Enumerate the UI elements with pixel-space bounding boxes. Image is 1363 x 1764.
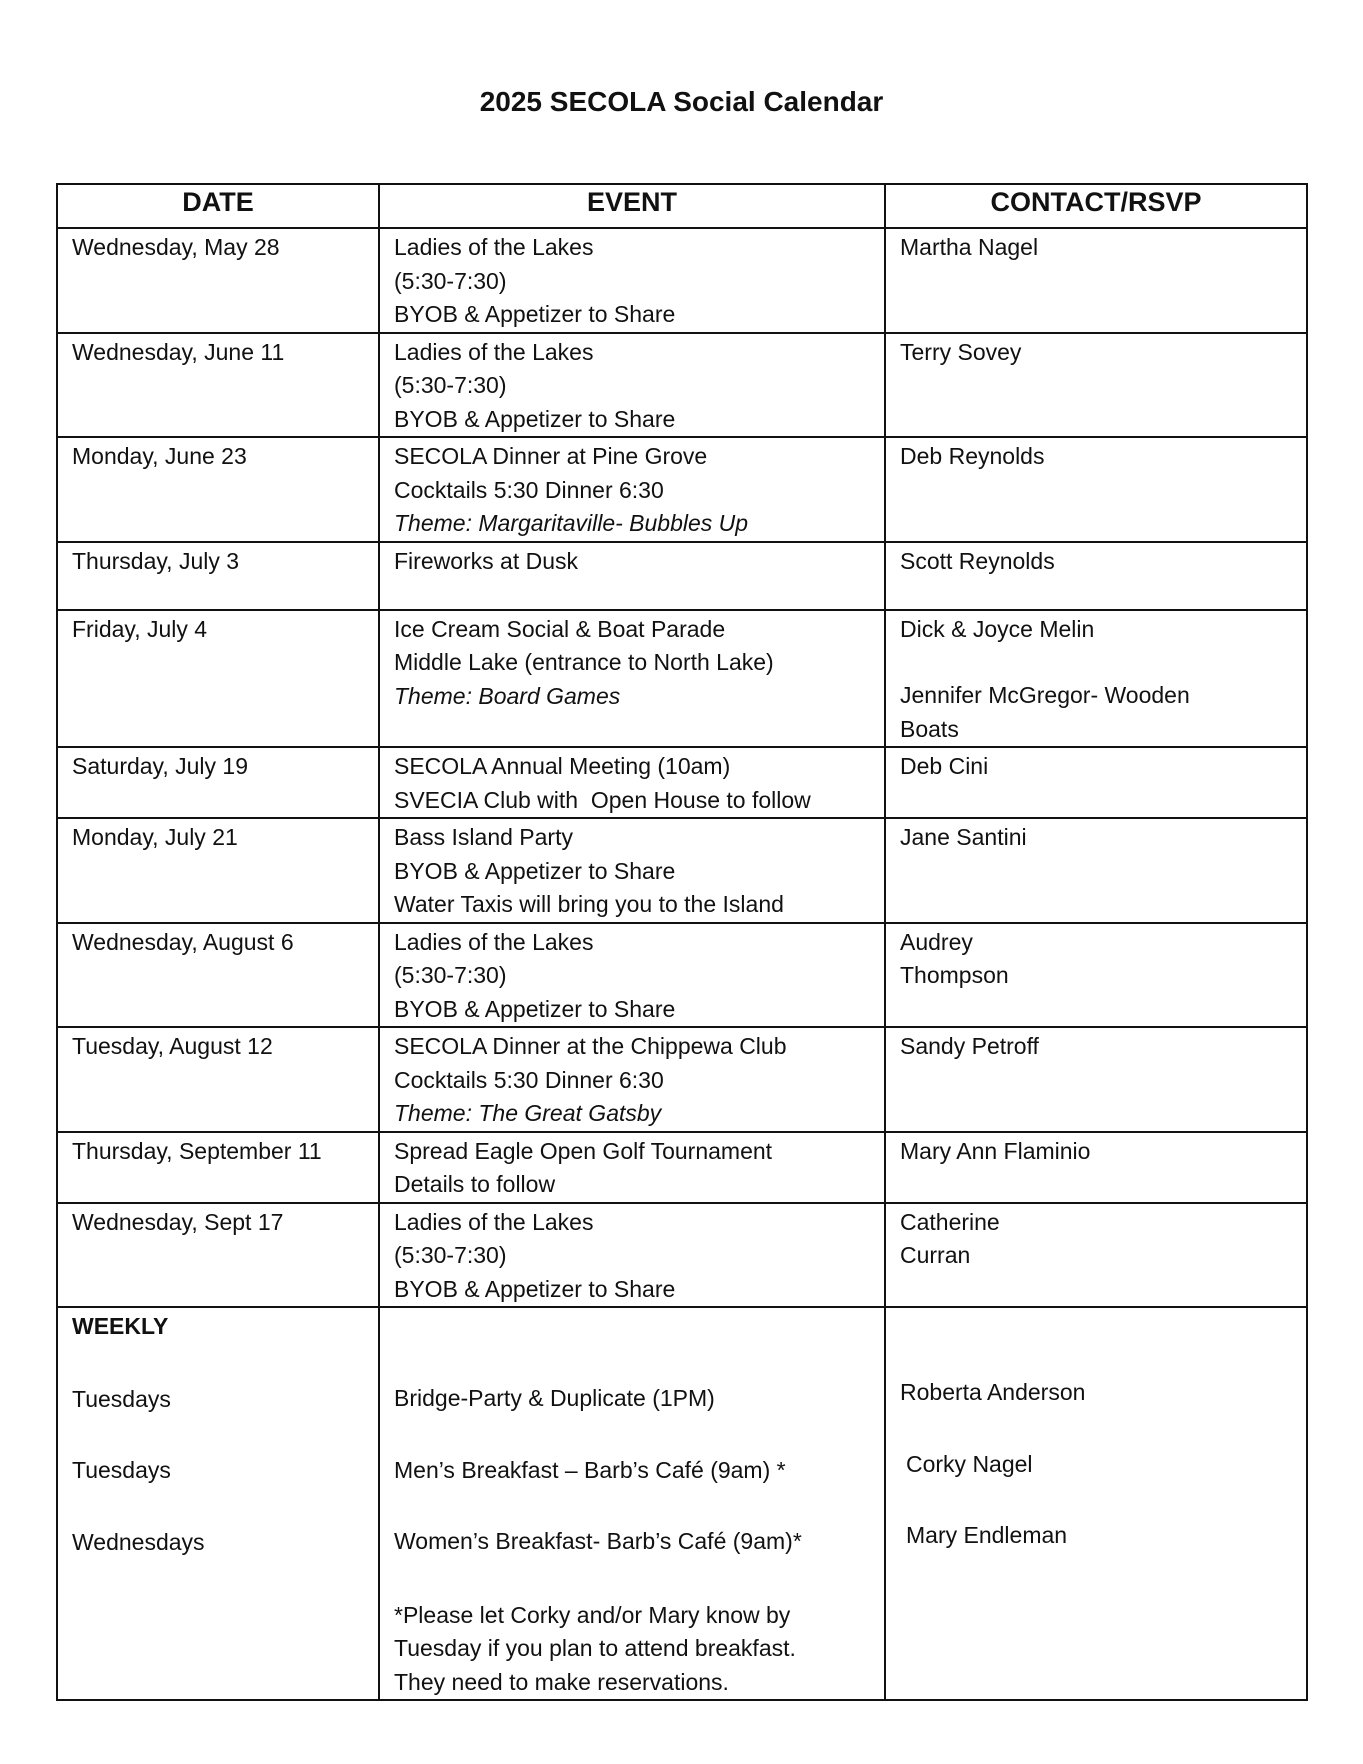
contact-cell: Dick & Joyce Melin Jennifer McGregor- Wooden Boats	[885, 610, 1307, 748]
weekly-contact-cell: Roberta Anderson Corky Nagel Mary Endleman	[885, 1307, 1307, 1700]
event-cell: SECOLA Dinner at the Chippewa Club Cocktails 5:30 Dinner 6:30 Theme: The Great Gatsby	[379, 1027, 885, 1132]
event-theme: Theme: Board Games	[394, 682, 621, 709]
page-title: 2025 SECOLA Social Calendar	[479, 86, 884, 117]
table-row	[57, 747, 1307, 818]
event-cell: Fireworks at Dusk	[379, 542, 885, 610]
event-cell: Bass Island Party BYOB & Appetizer to Share Water Taxis will bring you to the Island	[379, 818, 885, 923]
event-cell: SECOLA Dinner at Pine Grove Cocktails 5:30 Dinner 6:30 Theme: Margaritaville- Bubbles Up	[379, 437, 885, 542]
event-theme: Theme: The Great Gatsby	[394, 1100, 662, 1126]
table-row	[57, 610, 1307, 748]
date-column-header: DATE	[57, 184, 379, 228]
table-row	[57, 1027, 1307, 1132]
weekly-note: *Please let Corky and/or Mary know by	[394, 1601, 791, 1628]
event-cell: Ladies of the Lakes (5:30-7:30) BYOB & Appetizer to Share	[379, 333, 885, 438]
date-cell: Thursday, July 3	[57, 542, 379, 610]
date-cell: Wednesday, Sept 17	[57, 1203, 379, 1308]
date-cell: Saturday, July 19	[57, 747, 379, 818]
event-cell: Ladies of the Lakes (5:30-7:30) BYOB & Appetizer to Share	[379, 228, 885, 333]
table-row	[57, 437, 1307, 542]
contact-cell: Audrey Thompson	[885, 923, 1307, 1028]
weekly-event-cell: Bridge-Party & Duplicate (1PM) Men’s Breakfast – Barb’s Café (9am) * Women’s Breakfast- Barb’s Café (9am)* *Please let Corky and/or Mary know by Tuesday if you plan to attend breakfast. They need to make reservations.	[379, 1307, 885, 1700]
contact-cell: Deb Reynolds	[885, 437, 1307, 542]
contact-column-header: CONTACT/RSVP	[885, 184, 1307, 228]
table-row	[57, 1132, 1307, 1203]
date-cell: Tuesday, August 12	[57, 1027, 379, 1132]
date-cell: Wednesday, August 6	[57, 923, 379, 1028]
table-row	[57, 923, 1307, 1028]
weekly-note: They need to make reservations.	[394, 1668, 729, 1695]
contact-cell: Mary Ann Flaminio	[885, 1132, 1307, 1203]
table-row	[57, 818, 1307, 923]
contact-cell: Catherine Curran	[885, 1203, 1307, 1308]
event-cell: Ice Cream Social & Boat Parade Middle Lake (entrance to North Lake) Theme: Board Games	[379, 610, 885, 748]
contact-cell: Terry Sovey	[885, 333, 1307, 438]
event-theme: Theme: Margaritaville- Bubbles Up	[394, 510, 749, 536]
event-column-header: EVENT	[379, 184, 885, 228]
header-row	[57, 184, 1307, 228]
table-row	[57, 333, 1307, 438]
contact-cell: Jane Santini	[885, 818, 1307, 923]
contact-cell: Martha Nagel	[885, 228, 1307, 333]
contact-cell: Sandy Petroff	[885, 1027, 1307, 1132]
contact-cell: Scott Reynolds	[885, 542, 1307, 610]
table-row	[57, 228, 1307, 333]
event-cell: Ladies of the Lakes (5:30-7:30) BYOB & Appetizer to Share	[379, 1203, 885, 1308]
date-cell: Friday, July 4	[57, 610, 379, 748]
date-cell: Monday, June 23	[57, 437, 379, 542]
event-cell: Spread Eagle Open Golf Tournament Details to follow	[379, 1132, 885, 1203]
weekly-date-cell: WEEKLY Tuesdays Tuesdays Wednesdays	[57, 1307, 379, 1700]
date-cell: Monday, July 21	[57, 818, 379, 923]
table-row	[57, 1203, 1307, 1308]
weekly-heading: WEEKLY	[72, 1313, 169, 1339]
weekly-row	[57, 1307, 1307, 1700]
date-cell: Wednesday, June 11	[57, 333, 379, 438]
date-cell: Wednesday, May 28	[57, 228, 379, 333]
calendar-table	[56, 183, 1308, 1701]
event-cell: Ladies of the Lakes (5:30-7:30) BYOB & Appetizer to Share	[379, 923, 885, 1028]
weekly-note: Tuesday if you plan to attend breakfast.	[394, 1635, 796, 1661]
date-cell: Thursday, September 11	[57, 1132, 379, 1203]
event-cell: SECOLA Annual Meeting (10am) SVECIA Club with Open House to follow	[379, 747, 885, 818]
table-row	[57, 542, 1307, 610]
contact-cell: Deb Cini	[885, 747, 1307, 818]
